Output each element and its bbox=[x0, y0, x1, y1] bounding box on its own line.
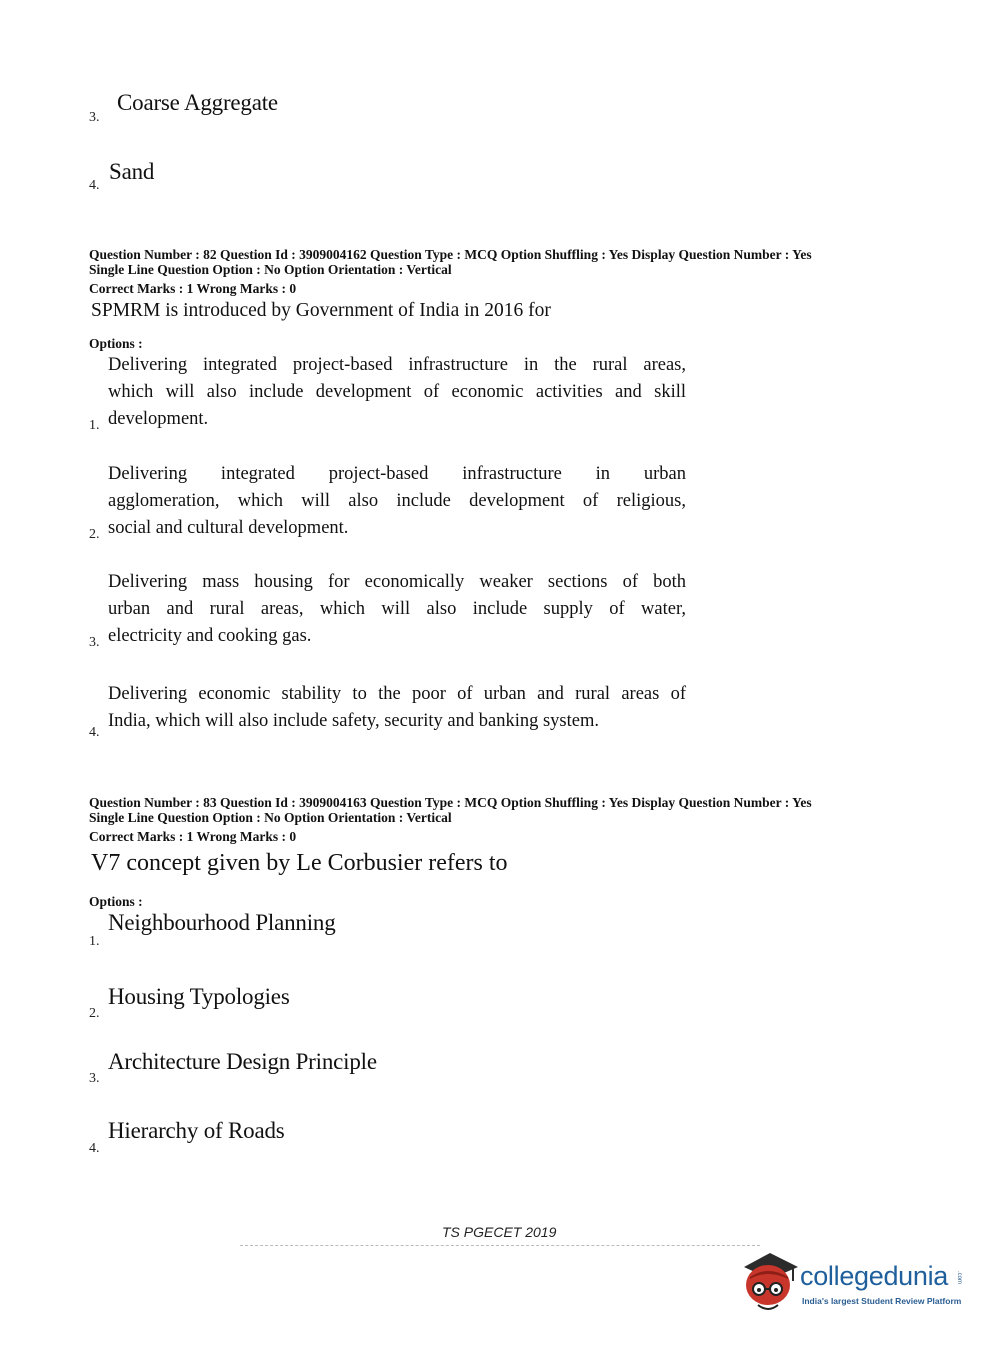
question-marks: Correct Marks : 1 Wrong Marks : 0 bbox=[89, 829, 297, 844]
option-line: Delivering integrated project-based infrastructure in urban bbox=[108, 464, 686, 484]
question-stem: V7 concept given by Le Corbusier refers to bbox=[91, 850, 508, 876]
option-number: 1. bbox=[89, 934, 100, 949]
question-meta-line: Question Number : 82 Question Id : 3909004162 Question Type : MCQ Option Shuffling : Yes Display Question Number : Yes bbox=[89, 247, 812, 262]
option-line: agglomeration, which will also include development of religious, bbox=[108, 491, 686, 511]
footer-divider bbox=[240, 1245, 760, 1246]
question-meta-line: Single Line Question Option : No Option Orientation : Vertical bbox=[89, 810, 452, 825]
option-number: 2. bbox=[89, 527, 100, 542]
options-label: Options : bbox=[89, 894, 143, 909]
logo-wordmark: collegedunia bbox=[800, 1261, 949, 1291]
option-line: urban and rural areas, which will also include supply of water, bbox=[108, 599, 686, 619]
option-3[interactable]: Architecture Design Principle bbox=[108, 1049, 377, 1074]
option-number: 4. bbox=[89, 178, 100, 193]
option-line: electricity and cooking gas. bbox=[108, 626, 312, 646]
option-number: 4. bbox=[89, 1141, 100, 1156]
options-label: Options : bbox=[89, 336, 143, 351]
logo-tagline: India's largest Student Review Platform bbox=[802, 1296, 962, 1306]
option-line: which will also include development of economic activities and skill bbox=[108, 382, 686, 402]
option-line: Delivering economic stability to the poor of urban and rural areas of bbox=[108, 684, 686, 704]
option-2[interactable]: Housing Typologies bbox=[108, 984, 290, 1009]
option-3[interactable] bbox=[108, 569, 686, 650]
question-meta-line: Single Line Question Option : No Option Orientation : Vertical bbox=[89, 262, 452, 277]
option-number: 4. bbox=[89, 725, 100, 740]
option-4[interactable]: Hierarchy of Roads bbox=[108, 1118, 285, 1143]
option-number: 3. bbox=[89, 110, 100, 125]
option-line: development. bbox=[108, 409, 209, 429]
option-1[interactable] bbox=[108, 352, 686, 433]
option-number: 3. bbox=[89, 1071, 100, 1086]
option-number: 2. bbox=[89, 1006, 100, 1021]
option-line: India, which will also include safety, security and banking system. bbox=[108, 711, 599, 731]
option-number: 3. bbox=[89, 635, 100, 650]
option-2[interactable] bbox=[108, 461, 686, 542]
option-4[interactable] bbox=[108, 681, 686, 735]
collegedunia-logo[interactable] bbox=[740, 1247, 970, 1313]
question-meta-line: Question Number : 83 Question Id : 3909004163 Question Type : MCQ Option Shuffling : Yes Display Question Number : Yes bbox=[89, 795, 812, 810]
option-1[interactable]: Neighbourhood Planning bbox=[108, 910, 336, 935]
question-stem: SPMRM is introduced by Government of India in 2016 for bbox=[91, 300, 551, 321]
option-text: Sand bbox=[109, 159, 155, 184]
logo-domain-suffix: .com bbox=[956, 1271, 962, 1285]
graduate-mascot-icon bbox=[740, 1247, 802, 1313]
question-marks: Correct Marks : 1 Wrong Marks : 0 bbox=[89, 281, 297, 296]
option-line: Delivering mass housing for economically weaker sections of both bbox=[108, 572, 686, 592]
footer-exam-name: TS PGECET 2019 bbox=[442, 1224, 557, 1240]
option-text: Coarse Aggregate bbox=[117, 90, 278, 115]
option-number: 1. bbox=[89, 418, 100, 433]
option-line: social and cultural development. bbox=[108, 518, 349, 538]
option-line: Delivering integrated project-based infrastructure in the rural areas, bbox=[108, 355, 686, 375]
